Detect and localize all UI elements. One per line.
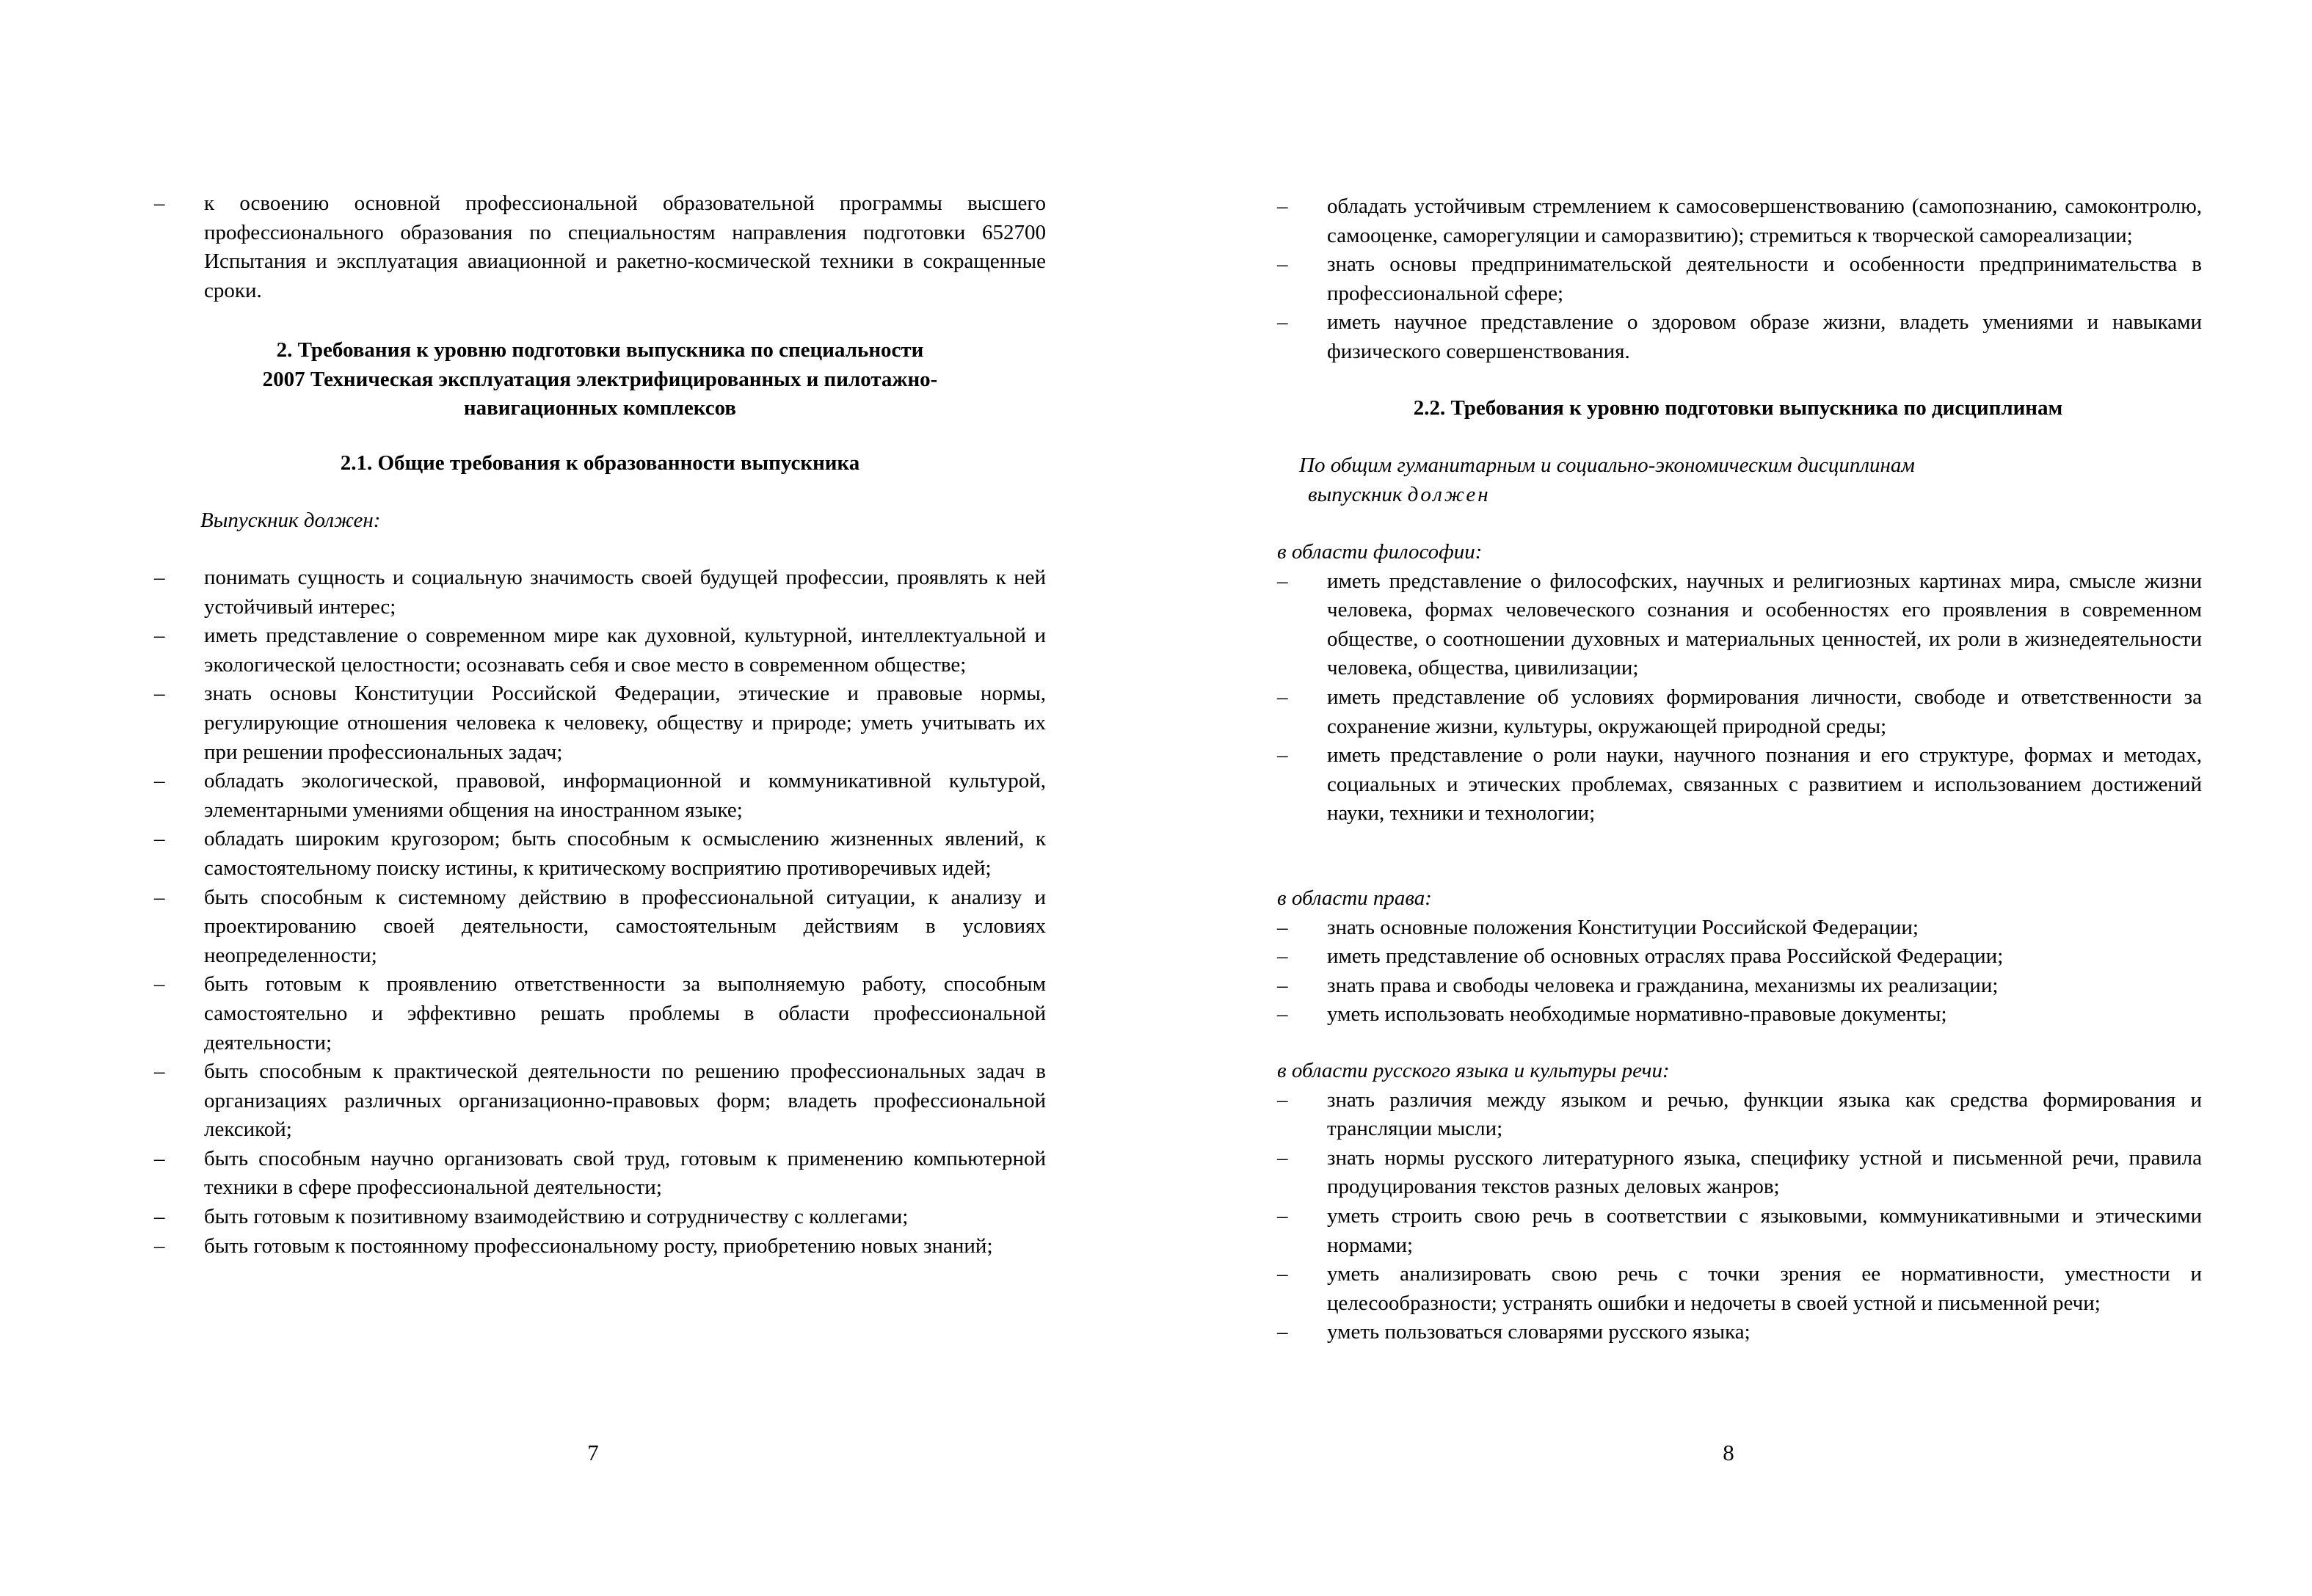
list-item: – уметь использовать необходимые нормативно-правовые документы; bbox=[1277, 1000, 2202, 1030]
list-item: – быть способным научно организовать свой труд, готовым к применению компьютерной техники в сфере профессиональной деятельности; bbox=[154, 1145, 1046, 1203]
list-item: – к освоению основной профессиональной образовательной программы высшего профессионального образования по специальностям направления подготовки 652700 Испытания и эксплуатация авиационной и ракетно-космической техники в сокращенные сроки. bbox=[154, 189, 1046, 305]
list-item: – уметь анализировать свою речь с точки зрения ее нормативности, уместности и целесообразности; устранять ошибки и недочеты в своей устной и письменной речи; bbox=[1277, 1260, 2202, 1318]
intro-list bbox=[154, 189, 1046, 305]
intro-line: По общим гуманитарным и социально-экономическим дисциплинам bbox=[1299, 453, 1915, 477]
disciplines-intro bbox=[1277, 451, 2202, 509]
list-item: – иметь представление об условиях формирования личности, свободе и ответственности за сохранение жизни, культуры, окружающей природной среды; bbox=[1277, 683, 2202, 741]
page-number: 8 bbox=[1723, 1440, 1734, 1465]
heading-line: навигационных комплексов bbox=[463, 396, 737, 420]
list-item: – быть готовым к проявлению ответственности за выполняемую работу, способным самостоятельно и эффективно решать проблемы в области профессиональной деятельности; bbox=[154, 970, 1046, 1057]
requirements-list bbox=[154, 564, 1046, 1261]
list-item: – уметь пользоваться словарями русского языка; bbox=[1277, 1318, 2202, 1347]
subsection-heading: 2.1. Общие требования к образованности выпускника bbox=[340, 451, 860, 475]
list-item: – иметь представление о роли науки, научного познания и его структуре, формах и методах, социальных и этических проблемах, связанных с развитием и использованием достижений науки, техники и технологии; bbox=[1277, 741, 2202, 828]
list-item: – быть готовым к позитивному взаимодействию и сотрудничеству с коллегами; bbox=[154, 1203, 1046, 1232]
section-title: в области русского языка и культуры речи: bbox=[1277, 1059, 1670, 1082]
list-item: – иметь представление о современном мире как духовной, культурной, интеллектуальной и экологической целостности; осознавать себя и свое место в современном обществе; bbox=[154, 622, 1046, 679]
list-item: – обладать широким кругозором; быть способным к осмыслению жизненных явлений, к самостоятельному поиску истины, к критическому восприятию противоречивых идей; bbox=[154, 825, 1046, 883]
intro-emphasis: должен bbox=[1407, 482, 1491, 506]
list-item: – знать нормы русского литературного языка, специфику устной и письменной речи, правила продуцирования текстов разных деловых жанров; bbox=[1277, 1144, 2202, 1202]
list-item: – понимать сущность и социальную значимость своей будущей профессии, проявлять к ней устойчивый интерес; bbox=[154, 564, 1046, 622]
intro-line bbox=[1299, 481, 2202, 510]
list-item: – знать основы предпринимательской деятельности и особенности предпринимательства в профессиональной сфере; bbox=[1277, 250, 2202, 308]
list-item: – быть способным к системному действию в профессиональной ситуации, к анализу и проектированию своей деятельности, самостоятельным действиям в условиях неопределенности; bbox=[154, 883, 1046, 971]
list-item: – обладать экологической, правовой, информационной и коммуникативной культурой, элементарными умениями общения на иностранном языке; bbox=[154, 767, 1046, 825]
list-item: – иметь научное представление о здоровом образе жизни, владеть умениями и навыками физического совершенствования. bbox=[1277, 308, 2202, 366]
disciplines-heading: 2.2. Требования к уровню подготовки выпускника по дисциплинам bbox=[1413, 396, 2063, 420]
top-list bbox=[1277, 192, 2202, 367]
list-item: – знать основы Конституции Российской Федерации, этические и правовые нормы, регулирующие отношения человека к человеку, обществу и природе; уметь учитывать их при решении профессиональных задач; bbox=[154, 679, 1046, 767]
list-item: – знать основные положения Конституции Российской Федерации; bbox=[1277, 914, 2202, 943]
list-item: – знать права и свободы человека и гражданина, механизмы их реализации; bbox=[1277, 972, 2202, 1001]
section-heading bbox=[154, 336, 1046, 423]
list-item: – уметь строить свою речь в соответствии с языковыми, коммуникативными и этическими нормами; bbox=[1277, 1202, 2202, 1260]
section-law bbox=[1277, 884, 2202, 1030]
list-item: – знать различия между языком и речью, функции языка как средства формирования и трансляции мысли; bbox=[1277, 1086, 2202, 1144]
list-item: – обладать устойчивым стремлением к самосовершенствованию (самопознанию, самоконтролю, самооценке, саморегуляции и саморазвитию); стремиться к творческой самореализации; bbox=[1277, 192, 2202, 250]
section-title: в области права: bbox=[1277, 886, 1432, 910]
section-title: в области философии: bbox=[1277, 540, 1483, 564]
list-item: – быть способным к практической деятельности по решению профессиональных задач в организациях различных организационно-правовых форм; владеть профессиональной лексикой; bbox=[154, 1057, 1046, 1145]
heading-line: 2. Требования к уровню подготовки выпускника по специальности bbox=[276, 338, 924, 362]
list-item: – иметь представление о философских, научных и религиозных картинах мира, смысле жизни человека, формах человеческого сознания и особенностях его проявления в современном обществе, о соотношении духовных и материальных ценностей, их роли в жизнедеятельности человека, общества, цивилизации; bbox=[1277, 567, 2202, 683]
section-philosophy bbox=[1277, 538, 2202, 828]
section-russian-language bbox=[1277, 1057, 2202, 1347]
page-number: 7 bbox=[587, 1440, 599, 1465]
heading-line: 2007 Техническая эксплуатация электрифицированных и пилотажно- bbox=[262, 367, 938, 391]
intro-prefix: выпускник bbox=[1308, 482, 1403, 506]
list-item: – иметь представление об основных отраслях права Российской Федерации; bbox=[1277, 942, 2202, 972]
right-page bbox=[1156, 0, 2312, 1596]
lead-text: Выпускник должен: bbox=[200, 509, 381, 532]
list-item: – быть готовым к постоянному профессиональному росту, приобретению новых знаний; bbox=[154, 1232, 1046, 1261]
